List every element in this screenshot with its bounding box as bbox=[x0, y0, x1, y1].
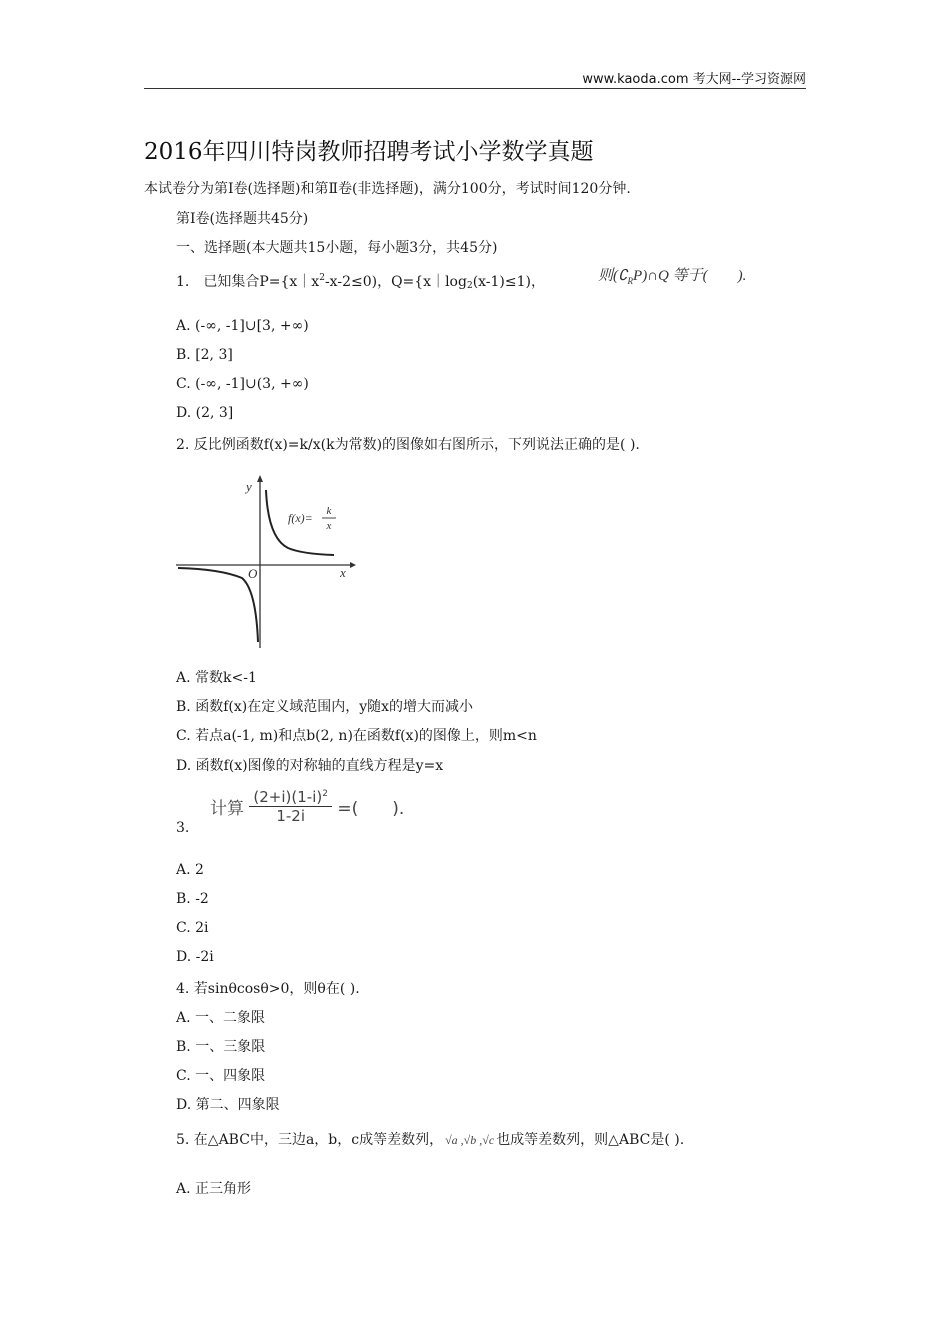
question-3-formula-image: 计算 $\frac{(2+i)(1-i)^2}{1-2i}$ =( ). bbox=[210, 788, 405, 825]
exam-intro: 本试卷分为第Ⅰ卷(选择题)和第Ⅱ卷(非选择题)，满分100分，考试时间120分钟. bbox=[144, 181, 631, 197]
function-label-numerator: k bbox=[326, 505, 332, 517]
part-heading: 第Ⅰ卷(选择题共45分) bbox=[176, 211, 309, 227]
question-3-option-b: B. -2 bbox=[176, 891, 209, 907]
question-1-formula-image: 则$(∁_RP)\cap Q$ 等于( ). bbox=[598, 268, 747, 286]
section-heading: 一、选择题(本大题共15小题，每小题3分，共45分) bbox=[176, 240, 498, 256]
question-2-stem: 2. 反比例函数f(x)=k/x(k为常数)的图像如右图所示，下列说法正确的是( ). bbox=[176, 437, 640, 453]
x-axis-label: x bbox=[340, 565, 346, 580]
question-3-option-a: A. 2 bbox=[176, 862, 204, 878]
origin-label: O bbox=[248, 566, 258, 581]
page-title: 2016年四川特岗教师招聘考试小学数学真题 bbox=[144, 139, 594, 165]
inverse-function-graph bbox=[170, 470, 360, 652]
header-divider bbox=[144, 88, 806, 89]
question-4-option-b: B. 一、三象限 bbox=[176, 1039, 266, 1055]
question-4-stem: 4. 若sinθcosθ>0，则θ在( ). bbox=[176, 981, 360, 997]
question-2-option-d: D. 函数f(x)图像的对称轴的直线方程是y=x bbox=[176, 758, 444, 774]
x-axis-arrow bbox=[350, 562, 356, 568]
question-1-option-c: C. (-∞, -1]∪(3, +∞) bbox=[176, 376, 309, 392]
question-1-option-d: D. (2, 3] bbox=[176, 405, 234, 421]
y-axis-arrow bbox=[257, 475, 263, 482]
question-1-option-b: B. [2, 3] bbox=[176, 347, 233, 363]
question-5-option-a: A. 正三角形 bbox=[176, 1181, 252, 1197]
question-4-option-a: A. 一、二象限 bbox=[176, 1010, 266, 1026]
question-1-option-a: A. (-∞, -1]∪[3, +∞) bbox=[176, 318, 309, 334]
function-label-denominator: x bbox=[326, 520, 332, 532]
question-2-option-a: A. 常数k<-1 bbox=[176, 670, 257, 686]
question-2-option-b: B. 函数f(x)在定义域范围内，y随x的增大而减小 bbox=[176, 699, 473, 715]
question-5-formula-image: √a ,√b ,√c bbox=[445, 1133, 495, 1147]
question-2-option-c: C. 若点a(-1, m)和点b(2, n)在函数f(x)的图像上，则m<n bbox=[176, 728, 537, 744]
curve-quadrant-3 bbox=[178, 568, 258, 642]
question-5-stem: 5. 在△ABC中，三边a，b，c成等差数列， √a ,√b ,√c 也成等差数列，则△ABC是( ). bbox=[176, 1132, 685, 1148]
question-3-option-d: D. -2i bbox=[176, 949, 214, 965]
function-label: f(x)= bbox=[288, 511, 313, 525]
question-3-number: 3. bbox=[176, 820, 190, 836]
question-3-option-c: C. 2i bbox=[176, 920, 209, 936]
question-4-option-c: C. 一、四象限 bbox=[176, 1068, 266, 1084]
header-site-text: www.kaoda.com 考大网--学习资源网 bbox=[582, 72, 806, 87]
question-1-stem: 1. 已知集合$P=\{x|x^2-x-2\le 0)$，$Q=\{x|\log_2(x-1)\le 1)$， bbox=[176, 273, 545, 291]
y-axis-label: y bbox=[246, 479, 252, 494]
question-4-option-d: D. 第二、四象限 bbox=[176, 1097, 280, 1113]
